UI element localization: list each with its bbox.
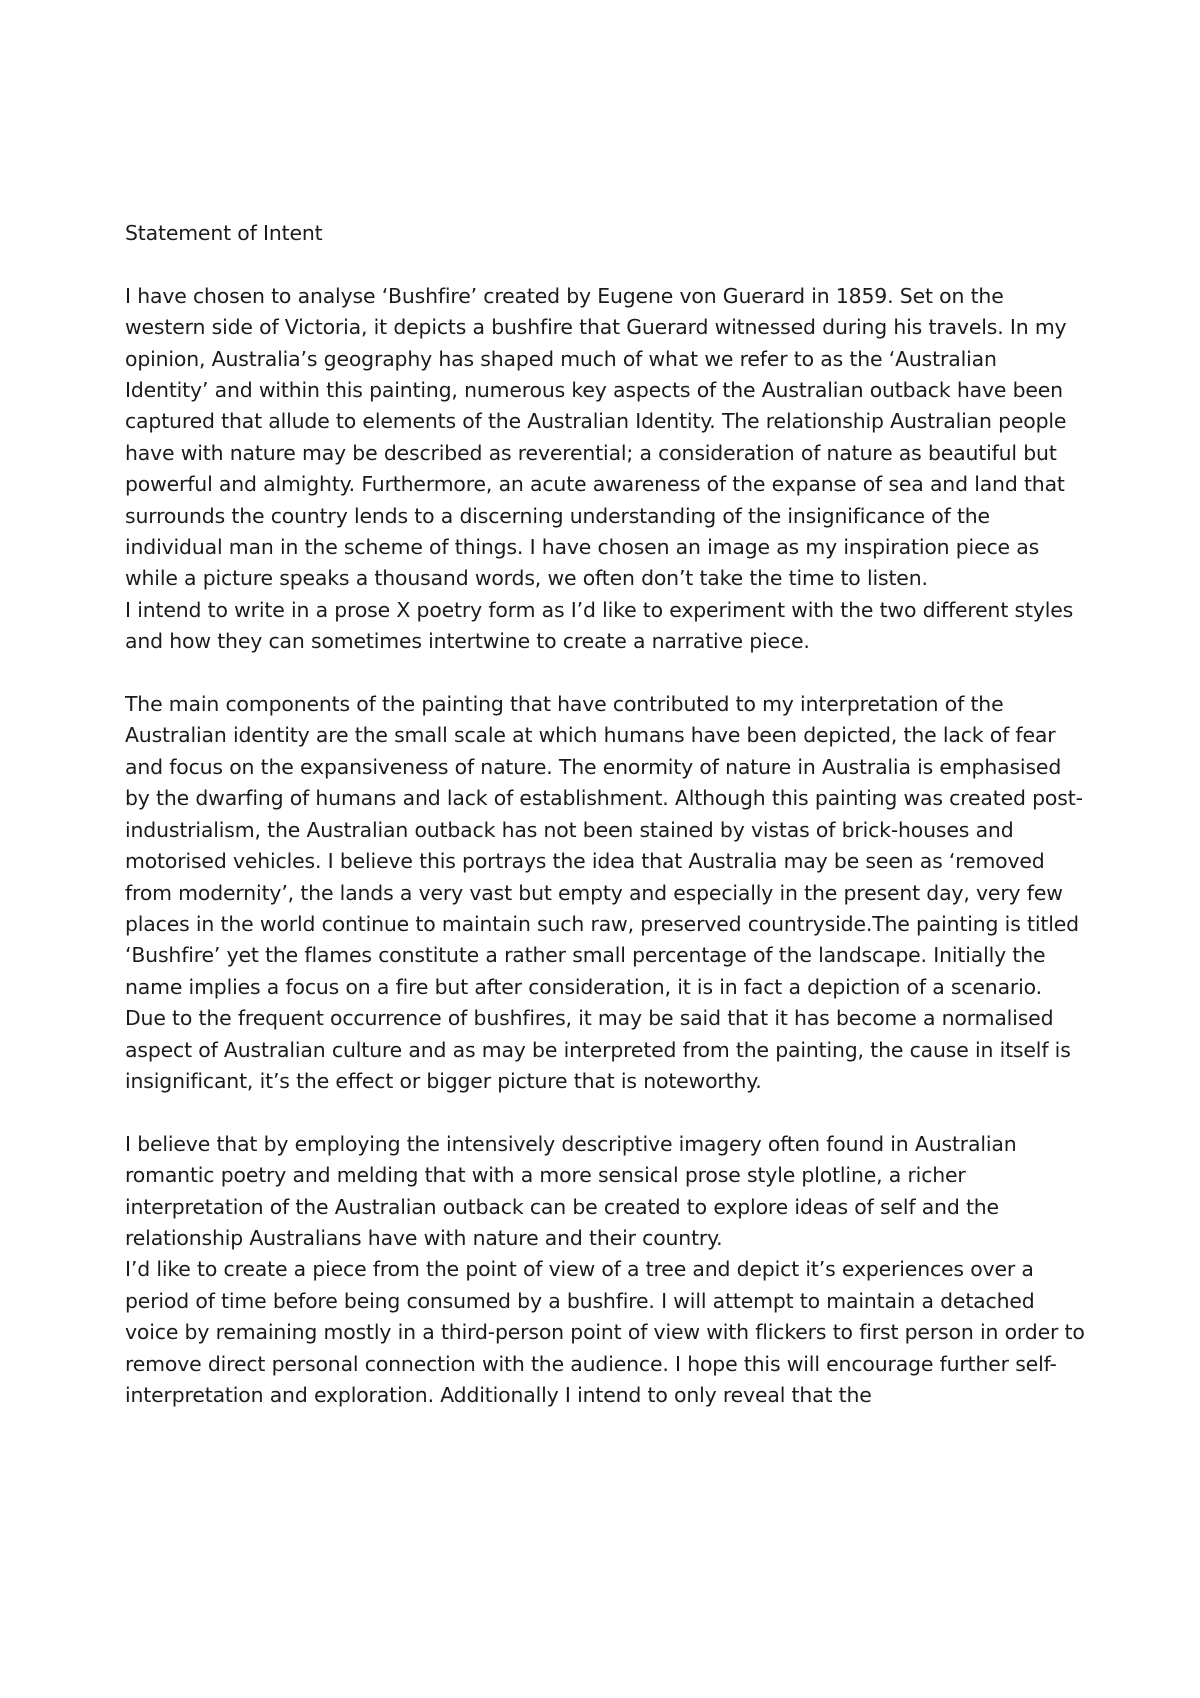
paragraph-spacer [125,1097,1085,1128]
document-body [125,218,1085,1411]
title-spacer [125,249,1085,280]
paragraph-form: I intend to write in a prose X poetry form as I’d like to experiment with the two different styles and how they can sometimes intertwine to create a narrative piece. [125,597,1074,654]
document-title: Statement of Intent [125,221,323,245]
paragraph-imagery: I believe that by employing the intensively descriptive imagery often found in Australian romantic poetry and melding that with a more sensical prose style plotline, a richer interpretation of the Australian outback can be created to explore ideas of self and the relationship Australians have with nature and their country. [125,1131,1017,1250]
paragraph-spacer [125,658,1085,689]
paragraph-intro: I have chosen to analyse ‘Bushfire’ created by Eugene von Guerard in 1859. Set on the western side of Victoria, it depicts a bushfire that Guerard witnessed during his travels. In my opinion, Australia’s geography has shaped much of what we refer to as the ‘Australian Identity’ and within this painting, numerous key aspects of the Australian outback have been captured that allude to elements of the Australian Identity. The relationship Australian people have with nature may be described as reverential; a consideration of nature as beautiful but powerful and almighty. Furthermore, an acute awareness of the expanse of sea and land that surrounds the country lends to a discerning understanding of the insignificance of the individual man in the scheme of things. I have chosen an image as my inspiration piece as while a picture speaks a thousand words, we often don’t take the time to listen. [125,283,1067,591]
paragraph-perspective: I’d like to create a piece from the point of view of a tree and depict it’s experiences over a period of time before being consumed by a bushfire. I will attempt to maintain a detached voice by remaining mostly in a third-person point of view with flickers to first person in order to remove direct personal connection with the audience. I hope this will encourage further self-interpretation and exploration. Additionally I intend to only reveal that the [125,1257,1085,1407]
paragraph-components: The main components of the painting that have contributed to my interpretation of the Australian identity are the small scale at which humans have been depicted, the lack of fear and focus on the expansiveness of nature. The enormity of nature in Australia is emphasised by the dwarfing of humans and lack of establishment. Although this painting was created post-industrialism, the Australian outback has not been stained by vistas of brick-houses and motorised vehicles. I believe this portrays the idea that Australia may be seen as ‘removed from modernity’, the lands a very vast but empty and especially in the present day, very few places in the world continue to maintain such raw, preserved countryside.The painting is titled ‘Bushfire’ yet the flames constitute a rather small percentage of the landscape. Initially the name implies a focus on a fire but after consideration, it is in fact a depiction of a scenario. Due to the frequent occurrence of bushfires, it may be said that it has become a normalised aspect of Australian culture and as may be interpreted from the painting, the cause in itself is insignificant, it’s the effect or bigger picture that is noteworthy. [125,692,1083,1093]
